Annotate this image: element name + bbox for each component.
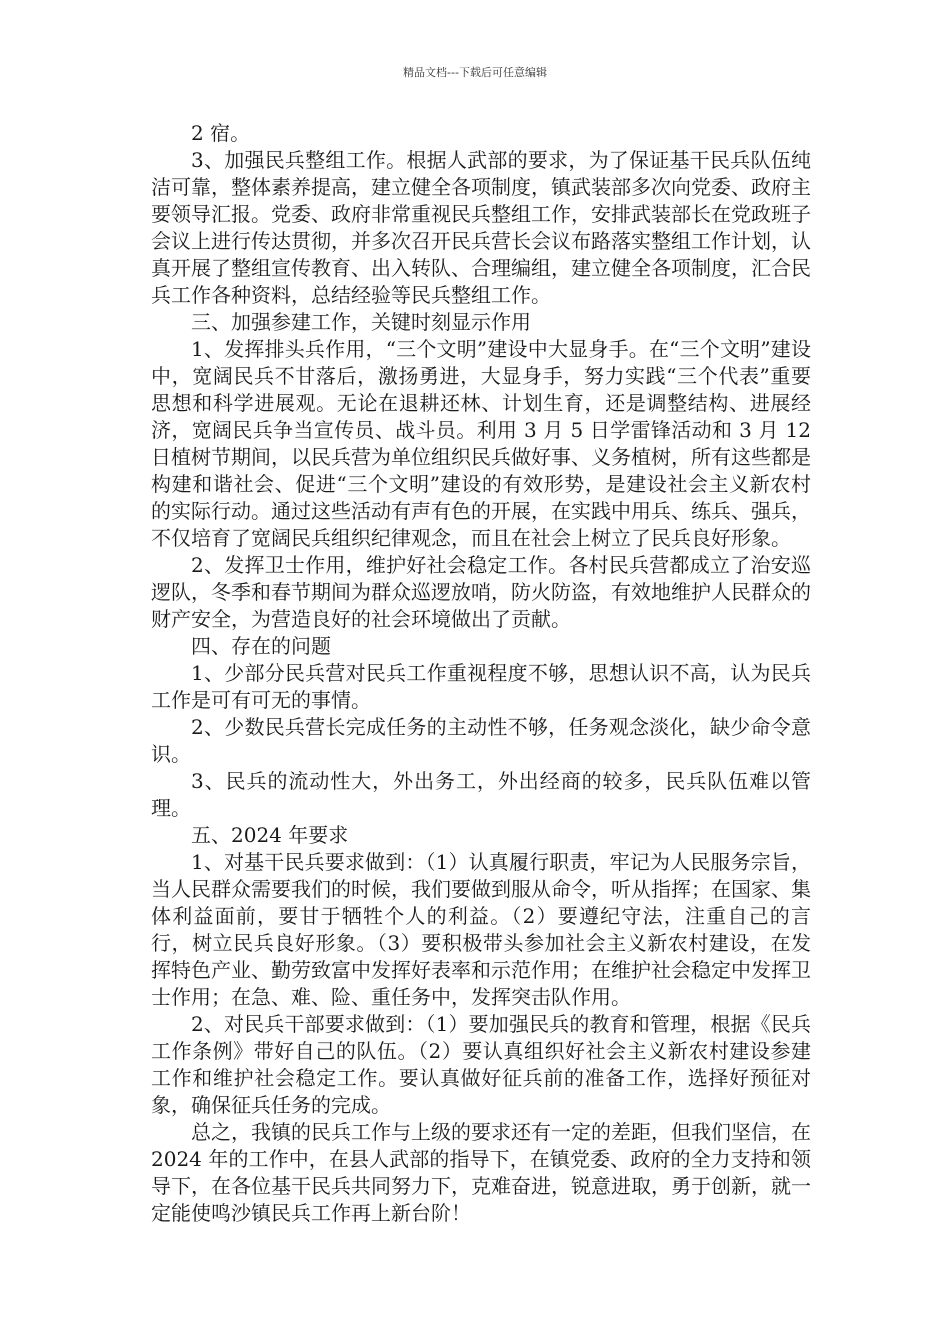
paragraph: 1、发挥排头兵作用，“三个文明”建设中大显身手。在“三个文明”建设中，宽阔民兵不甘落后，激扬勇进，大显身手，努力实践“三个代表”重要思想和科学进展观。无论在退耕还林、计划生育，还是调整结构、进展经济，宽阔民兵争当宣传员、战斗员。利用 3 月 5 日学雷锋活动和 3 月 12 日植树节期间，以民兵营为单位组织民兵做好事、义务植树，所有这些都是构建和谐社会、促进“三个文明”建设的有效形势，是建设社会主义新农村的实际行动。通过这些活动有声有色的开展，在实践中用兵、练兵、强兵，不仅培育了宽阔民兵组织纪律观念，而且在社会上树立了民兵良好形象。 (151, 337, 811, 550)
paragraph: 3、民兵的流动性大，外出务工，外出经商的较多，民兵队伍难以管理。 (151, 769, 811, 820)
page-header: 精品文档---下载后可任意编辑 (403, 66, 547, 79)
paragraph: 2 宿。 (191, 121, 251, 145)
paragraph: 2、发挥卫士作用，维护好社会稳定工作。各村民兵营都成立了治安巡逻队，冬季和春节期间为群众巡逻放哨，防火防盗，有效地维护人民群众的财产安全，为营造良好的社会环境做出了贡献。 (151, 553, 811, 631)
paragraph: 1、少部分民兵营对民兵工作重视程度不够，思想认识不高，认为民兵工作是可有可无的事情。 (151, 661, 811, 712)
paragraph: 3、加强民兵整组工作。根据人武部的要求，为了保证基干民兵队伍纯洁可靠，整体素养提高，建立健全各项制度，镇武装部多次向党委、政府主要领导汇报。党委、政府非常重视民兵整组工作，安排武装部长在党政班子会议上进行传达贯彻，并多次召开民兵营长会议布路落实整组工作计划，认真开展了整组宣传教育、出入转队、合理编组，建立健全各项制度，汇合民兵工作各种资料，总结经验等民兵整组工作。 (151, 148, 811, 307)
paragraph: 1、对基干民兵要求做到：（1）认真履行职责，牢记为人民服务宗旨，当人民群众需要我们的时候，我们要做到服从命令，听从指挥；在国家、集体利益面前，要甘于牺牲个人的利益。（2）要遵纪守法，注重自己的言行，树立民兵良好形象。（3）要积极带头参加社会主义新农村建设，在发挥特色产业、勤劳致富中发挥好表率和示范作用；在维护社会稳定中发挥卫士作用；在急、难、险、重任务中，发挥突击队作用。 (151, 850, 811, 1009)
paragraph: 2、对民兵干部要求做到：（1）要加强民兵的教育和管理，根据《民兵工作条例》带好自己的队伍。（2）要认真组织好社会主义新农村建设参建工作和维护社会稳定工作。要认真做好征兵前的准备工作，选择好预征对象，确保征兵任务的完成。 (151, 1012, 811, 1117)
section-heading: 三、加强参建工作，关键时刻显示作用 (191, 310, 531, 334)
paragraph: 2、少数民兵营长完成任务的主动性不够，任务观念淡化，缺少命令意识。 (151, 715, 811, 766)
paragraph: 总之，我镇的民兵工作与上级的要求还有一定的差距，但我们坚信，在 2024 年的工作中，在县人武部的指导下，在镇党委、政府的全力支持和领导下，在各位基干民兵共同努力下，克难奋进，锐意进取，勇于创新，就一定能使鸣沙镇民兵工作再上新台阶！ (151, 1120, 811, 1225)
document-body (151, 120, 811, 1227)
section-heading: 五、2024 年要求 (191, 823, 349, 847)
section-heading: 四、存在的问题 (191, 634, 331, 658)
